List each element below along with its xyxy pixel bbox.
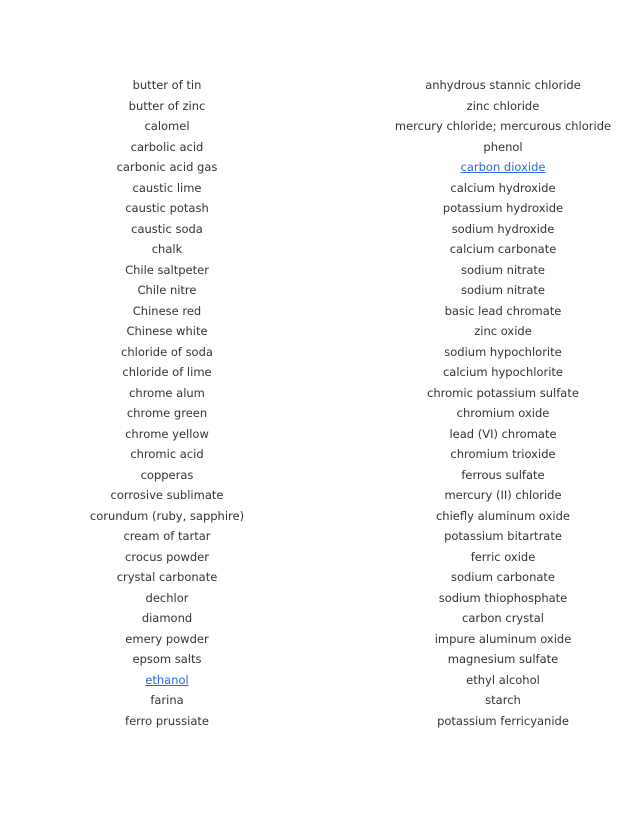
- meaning-cell-wrap: [283, 383, 638, 404]
- table-row: [0, 424, 638, 445]
- table-row: [0, 116, 638, 137]
- meaning-cell-wrap: [283, 711, 638, 732]
- meaning-text: calcium hypochlorite: [442, 365, 563, 379]
- meaning-cell: [334, 526, 638, 547]
- meaning-cell: [334, 178, 638, 199]
- meaning-text: impure aluminum oxide: [434, 631, 572, 646]
- term-text: copperas: [140, 467, 194, 482]
- table-row: [0, 157, 638, 178]
- table-row: [0, 629, 638, 650]
- meaning-cell-wrap: [283, 690, 638, 711]
- term-text: carbonic acid gas: [116, 160, 218, 174]
- meaning-text: magnesium sulfate: [447, 652, 559, 666]
- term-text: Chile saltpeter: [125, 262, 209, 277]
- meaning-cell-wrap: [283, 157, 638, 178]
- meaning-text: starch: [485, 693, 521, 707]
- meaning-text: potassium bitartrate: [444, 529, 562, 543]
- table-row: [0, 239, 638, 260]
- meaning-text: ferrous sulfate: [461, 467, 545, 482]
- meaning-cell-wrap: [283, 362, 638, 383]
- meaning-text: lead (VI) chromate: [449, 426, 557, 441]
- term-text: chloride of lime: [122, 365, 212, 379]
- meaning-cell: [334, 383, 638, 404]
- meaning-cell-wrap: [283, 260, 638, 281]
- meaning-cell: [334, 506, 638, 527]
- table-row: [0, 75, 638, 96]
- term-text: caustic potash: [125, 201, 209, 215]
- meaning-cell: [334, 96, 638, 117]
- term-text: chrome alum: [129, 385, 205, 400]
- meaning-cell-wrap: [283, 116, 638, 137]
- meaning-cell: [334, 321, 638, 342]
- term-text: farina: [150, 693, 184, 707]
- meaning-cell-wrap: [283, 526, 638, 547]
- term-text: corundum (ruby, sapphire): [89, 508, 245, 523]
- term-text: calomel: [144, 119, 190, 133]
- meaning-cell-wrap: [283, 342, 638, 363]
- term-text: Chile nitre: [137, 283, 197, 297]
- term-link[interactable]: ethanol: [145, 672, 189, 687]
- term-text: Chinese red: [132, 303, 202, 318]
- meaning-cell: [334, 75, 638, 96]
- table-row: [0, 301, 638, 322]
- term-text: ferro prussiate: [125, 713, 209, 728]
- meaning-cell-wrap: [283, 321, 638, 342]
- table-row: [0, 690, 638, 711]
- term-text: Chinese white: [126, 324, 208, 338]
- meaning-text: potassium ferricyanide: [437, 713, 569, 728]
- meaning-text: chromic potassium sulfate: [427, 385, 579, 400]
- meaning-text: basic lead chromate: [444, 303, 562, 318]
- table-row: [0, 670, 638, 691]
- term-text: caustic lime: [132, 180, 202, 195]
- meaning-cell: [334, 588, 638, 609]
- table-row: [0, 506, 638, 527]
- table-row: [0, 567, 638, 588]
- meaning-cell: [334, 485, 638, 506]
- meaning-text: sodium nitrate: [460, 262, 546, 277]
- meaning-cell: [334, 465, 638, 486]
- table-row: [0, 444, 638, 465]
- meaning-cell: [334, 670, 638, 691]
- meaning-cell: [334, 567, 638, 588]
- meaning-cell-wrap: [283, 567, 638, 588]
- meaning-text: phenol: [483, 139, 523, 154]
- meaning-cell: [334, 116, 638, 137]
- meaning-cell-wrap: [283, 547, 638, 568]
- meaning-cell-wrap: [283, 485, 638, 506]
- meaning-cell-wrap: [283, 649, 638, 670]
- meaning-cell-wrap: [283, 506, 638, 527]
- term-text: emery powder: [125, 631, 209, 646]
- term-text: chalk: [151, 242, 183, 256]
- meaning-cell-wrap: [283, 239, 638, 260]
- meaning-cell-wrap: [283, 608, 638, 629]
- chemical-names-table: [0, 75, 638, 731]
- meaning-cell-wrap: [283, 301, 638, 322]
- table-row: [0, 280, 638, 301]
- meaning-text: mercury (II) chloride: [444, 488, 562, 502]
- meaning-text: potassium hydroxide: [442, 201, 564, 215]
- term-text: crocus powder: [125, 549, 209, 564]
- meaning-cell-wrap: [283, 424, 638, 445]
- meaning-cell: [334, 157, 638, 178]
- table-row: [0, 137, 638, 158]
- meaning-text: zinc oxide: [474, 324, 532, 338]
- meaning-text: ethyl alcohol: [466, 672, 540, 687]
- term-text: dechlor: [145, 590, 189, 605]
- meaning-cell: [334, 403, 638, 424]
- term-text: crystal carbonate: [116, 570, 218, 584]
- term-text: caustic soda: [131, 221, 203, 236]
- meaning-text: sodium nitrate: [460, 283, 546, 297]
- meaning-text: sodium hypochlorite: [444, 344, 562, 359]
- table-row: [0, 588, 638, 609]
- meaning-cell-wrap: [283, 280, 638, 301]
- term-text: carbolic acid: [130, 139, 204, 154]
- meaning-text: sodium carbonate: [450, 570, 556, 584]
- meaning-cell-wrap: [283, 465, 638, 486]
- table-row: [0, 403, 638, 424]
- table-row: [0, 321, 638, 342]
- meaning-cell: [334, 198, 638, 219]
- meaning-cell-wrap: [283, 444, 638, 465]
- meaning-text: chromium trioxide: [450, 447, 556, 461]
- meaning-link[interactable]: carbon dioxide: [460, 160, 546, 174]
- meaning-cell-wrap: [283, 588, 638, 609]
- table-row: [0, 178, 638, 199]
- table-row: [0, 362, 638, 383]
- meaning-text: chiefly aluminum oxide: [435, 508, 570, 523]
- meaning-cell: [334, 444, 638, 465]
- term-text: butter of zinc: [128, 98, 206, 113]
- meaning-text: mercury chloride; mercurous chloride: [394, 119, 612, 133]
- term-text: butter of tin: [132, 78, 202, 92]
- meaning-text: anhydrous stannic chloride: [425, 78, 581, 92]
- meaning-text: ferric oxide: [470, 549, 536, 564]
- term-text: chromic acid: [130, 447, 204, 461]
- meaning-cell: [334, 547, 638, 568]
- meaning-text: sodium thiophosphate: [438, 590, 568, 605]
- meaning-cell: [334, 649, 638, 670]
- meaning-cell: [334, 280, 638, 301]
- term-text: chloride of soda: [121, 344, 213, 359]
- meaning-cell: [334, 219, 638, 240]
- meaning-cell-wrap: [283, 629, 638, 650]
- table-row: [0, 383, 638, 404]
- meaning-cell: [334, 690, 638, 711]
- table-row: [0, 465, 638, 486]
- table-row: [0, 260, 638, 281]
- meaning-cell: [334, 629, 638, 650]
- table-row: [0, 96, 638, 117]
- meaning-cell: [334, 424, 638, 445]
- meaning-text: zinc chloride: [466, 98, 540, 113]
- meaning-cell: [334, 711, 638, 732]
- table-row: [0, 547, 638, 568]
- table-row: [0, 711, 638, 732]
- term-text: cream of tartar: [123, 529, 211, 543]
- meaning-cell: [334, 301, 638, 322]
- term-text: chrome yellow: [125, 426, 209, 441]
- term-text: epsom salts: [132, 652, 202, 666]
- table-body: [0, 75, 638, 731]
- term-text: chrome green: [126, 406, 208, 420]
- meaning-text: carbon crystal: [462, 611, 544, 625]
- table-row: [0, 219, 638, 240]
- table-row: [0, 526, 638, 547]
- meaning-cell-wrap: [283, 75, 638, 96]
- meaning-text: chromium oxide: [456, 406, 550, 420]
- meaning-cell-wrap: [283, 403, 638, 424]
- meaning-cell: [334, 342, 638, 363]
- meaning-cell: [334, 362, 638, 383]
- meaning-cell: [334, 239, 638, 260]
- term-text: corrosive sublimate: [110, 488, 224, 502]
- table-row: [0, 485, 638, 506]
- meaning-cell-wrap: [283, 198, 638, 219]
- meaning-cell: [334, 260, 638, 281]
- meaning-text: sodium hydroxide: [451, 221, 555, 236]
- table-row: [0, 649, 638, 670]
- meaning-cell: [334, 608, 638, 629]
- meaning-cell-wrap: [283, 137, 638, 158]
- table-row: [0, 342, 638, 363]
- table-row: [0, 608, 638, 629]
- meaning-cell: [334, 137, 638, 158]
- meaning-cell-wrap: [283, 219, 638, 240]
- meaning-cell-wrap: [283, 670, 638, 691]
- meaning-cell-wrap: [283, 178, 638, 199]
- meaning-text: calcium carbonate: [449, 242, 557, 256]
- meaning-cell-wrap: [283, 96, 638, 117]
- term-text: diamond: [141, 611, 193, 625]
- table-row: [0, 198, 638, 219]
- meaning-text: calcium hydroxide: [450, 180, 556, 195]
